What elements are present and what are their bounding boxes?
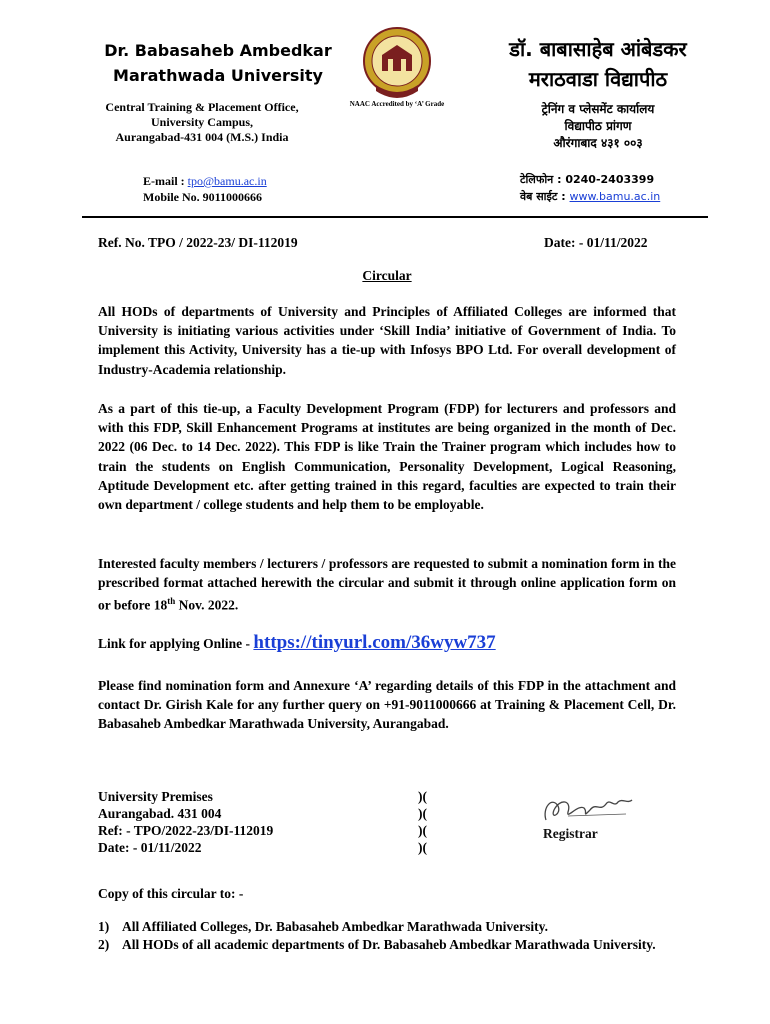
- bracket-mark: )(: [418, 823, 427, 838]
- bracket-mark: )(: [418, 840, 427, 855]
- university-seal-icon: [358, 25, 436, 105]
- nomination-deadline: Nov. 2022.: [175, 597, 239, 613]
- list-number: 1): [98, 919, 110, 934]
- list-text: All HODs of all academic departments of Dr. Babasaheb Ambedkar Marathwada University.: [122, 936, 656, 952]
- paragraph-fdp-details: As a part of this tie-up, a Faculty Development Program (FDP) for lecturers and professors and with this FDP, Skill Enhancement Programs at institutes are being organized in the month of Dec. 2022 (06 Dec. to 14 Dec. 2022). This FDP is like Train the Trainer program which includes how to train the students on English Communication, Personality Development, Logical Reasoning, Aptitude Development etc. after getting trained in this regard, faculties are expected to train their own department / college students and help them to be employable.: [98, 401, 676, 513]
- address-line-hindi: औरंगाबाद ४३१ ००३: [553, 136, 643, 150]
- list-item: [98, 918, 676, 936]
- registrar-title: Registrar: [543, 826, 598, 841]
- bracket-marks: [418, 788, 427, 856]
- naac-accreditation: NAAC Accredited by ‘A’ Grade: [349, 100, 445, 108]
- header-divider: [82, 216, 708, 218]
- website-link[interactable]: www.bamu.ac.in: [569, 190, 661, 203]
- apply-link-row: [98, 632, 496, 654]
- email-link[interactable]: tpo@bamu.ac.in: [187, 174, 267, 188]
- bracket-mark: )(: [418, 806, 427, 821]
- website-label: वेब साईट :: [520, 190, 566, 203]
- list-number: 2): [98, 936, 110, 952]
- university-name-hindi: [468, 34, 728, 94]
- office-address-hindi: [468, 101, 728, 152]
- bracket-mark: )(: [418, 789, 427, 804]
- registrar-signature: [538, 790, 638, 830]
- mobile-number: Mobile No. 9011000666: [143, 190, 262, 204]
- address-line: Aurangabad-431 004 (M.S.) India: [115, 130, 289, 144]
- office-address-english: [82, 100, 322, 145]
- university-premises-block: [98, 788, 273, 856]
- premises-line: University Premises: [98, 789, 213, 804]
- list-text: All Affiliated Colleges, Dr. Babasaheb Ambedkar Marathwada University.: [122, 919, 549, 934]
- email-label: E-mail :: [143, 174, 185, 188]
- premises-line: Aurangabad. 431 004: [98, 806, 222, 821]
- circular-date: Date: - 01/11/2022: [544, 235, 648, 250]
- address-line: University Campus,: [150, 115, 253, 129]
- paragraph-intro: All HODs of departments of University and Principles of Affiliated Colleges are informed that University is initiating various activities under ‘Skill India’ initiative of Government of India. To implement this Activity, University has a tie-up with Infosys BPO Ltd. For overall development of Industry-Academia relationship.: [98, 304, 676, 377]
- university-name-english: Dr. Babasaheb Ambedkar Marathwada University: [104, 41, 332, 85]
- address-line-hindi: विद्यापीठ प्रांगण: [564, 119, 632, 133]
- address-line-hindi: ट्रेनिंग व प्लेसमेंट कार्यालय: [541, 102, 655, 116]
- address-line: Central Training & Placement Office,: [105, 100, 299, 114]
- list-item: [98, 936, 676, 954]
- reference-number: Ref. No. TPO / 2022-23/ DI-112019: [98, 235, 298, 250]
- copy-to-label: Copy of this circular to: -: [98, 886, 244, 901]
- apply-link-label: Link for applying Online -: [98, 636, 251, 651]
- premises-line: Date: - 01/11/2022: [98, 840, 202, 855]
- university-name-hindi-line: मराठवाडा विद्यापीठ: [528, 67, 668, 91]
- contact-hindi: [520, 171, 720, 205]
- copy-to-list: [98, 918, 676, 953]
- phone-hindi: टेलिफोन : 0240-2403399: [520, 173, 655, 186]
- circular-title: Circular: [362, 268, 412, 283]
- paragraph-nomination: [98, 554, 676, 615]
- ordinal-suffix: th: [167, 596, 176, 607]
- paragraph-contact: Please find nomination form and Annexure ‘A’ regarding details of this FDP in the attachment and contact Dr. Girish Kale for any further query on +91-9011000666 at Training & Placement Cell, Dr. Babasaheb Ambedkar Marathwada University, Aurangabad.: [98, 678, 676, 732]
- university-name-hindi-line: डॉ. बाबासाहेब आंबेडकर: [509, 37, 687, 61]
- premises-line: Ref: - TPO/2022-23/DI-112019: [98, 823, 274, 838]
- nomination-text: Interested faculty members / lecturers / professors are requested to submit a nomination form in the prescribed format attached herewith the circular and submit it through online application form on or before 18: [98, 556, 676, 613]
- apply-online-link[interactable]: https://tinyurl.com/36wyw737: [253, 632, 496, 653]
- contact-english: [143, 173, 267, 205]
